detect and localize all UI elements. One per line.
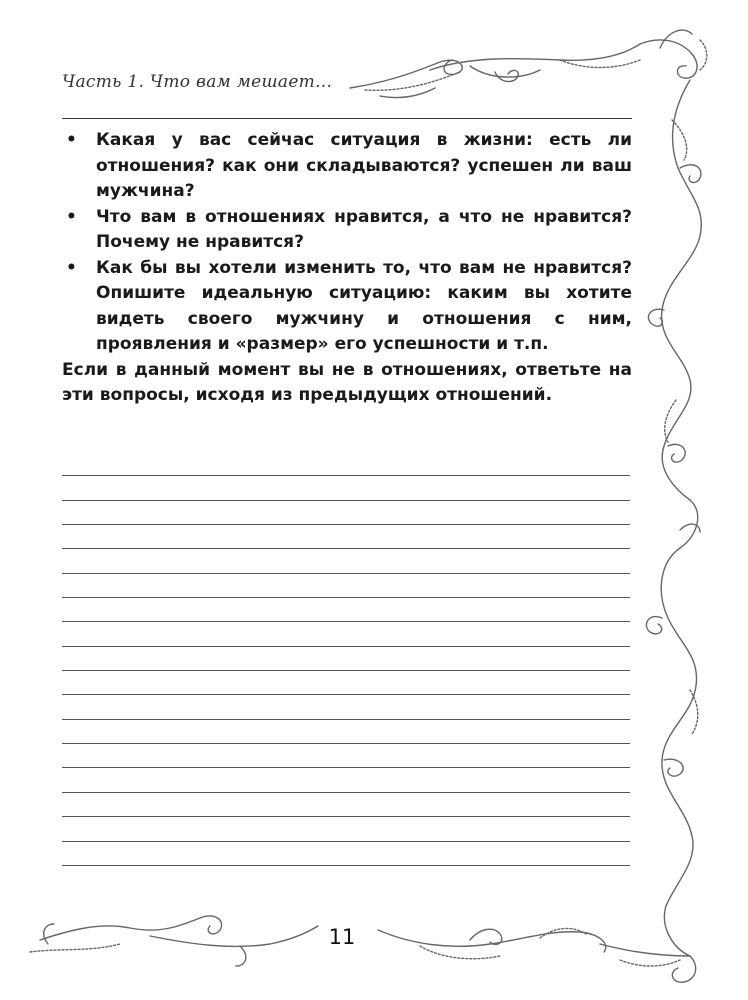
writing-line[interactable] [62, 671, 630, 695]
right-vine-ornament [646, 80, 701, 956]
writing-line[interactable] [62, 842, 630, 866]
writing-line[interactable] [62, 647, 630, 671]
writing-line[interactable] [62, 452, 630, 476]
list-item [62, 256, 632, 358]
bottom-flourish-left-ornament [30, 916, 318, 966]
writing-line[interactable] [62, 720, 630, 744]
writing-line[interactable] [62, 695, 630, 719]
list-item [62, 205, 632, 256]
body-text [62, 128, 632, 409]
writing-line[interactable] [62, 525, 630, 549]
header-rule [62, 118, 632, 119]
writing-line[interactable] [62, 622, 630, 646]
writing-line[interactable] [62, 549, 630, 573]
writing-line[interactable] [62, 817, 630, 841]
bottom-flourish-right-ornament [378, 928, 606, 958]
list-item [62, 128, 632, 205]
running-head: Часть 1. Что вам мешает... [62, 72, 333, 92]
bullet-icon: • [66, 206, 77, 227]
writing-line[interactable] [62, 793, 630, 817]
question-text: Как бы вы хотели изменить то, что вам не нравится? Опишите идеальную ситуацию: каким вы хотите видеть своего мужчину и отношения с ним, проявления и «размер» его успешности и т.п. [96, 257, 632, 354]
writing-line[interactable] [62, 574, 630, 598]
question-text: Какая у вас сейчас ситуация в жизни: есть ли отношения? как они складываются? успешен ли ваш мужчина? [96, 130, 632, 201]
closing-note: Если в данный момент вы не в отношениях, ответьте на эти вопросы, исходя из предыдущих отношений. [62, 359, 632, 405]
bullet-icon: • [66, 257, 77, 278]
writing-area[interactable] [62, 452, 630, 866]
writing-line[interactable] [62, 476, 630, 500]
writing-line[interactable] [62, 744, 630, 768]
writing-line[interactable] [62, 768, 630, 792]
writing-line[interactable] [62, 598, 630, 622]
page-number: 11 [328, 925, 356, 949]
corner-ornament-top-right [640, 30, 707, 78]
bullet-icon: • [66, 130, 77, 150]
writing-line[interactable] [62, 501, 630, 525]
question-text: Что вам в отношениях нравится, а что не нравится? Почему не нравится? [96, 206, 632, 252]
question-list [62, 128, 632, 358]
corner-ornament-bottom-right [600, 944, 696, 982]
top-flourish-ornament [350, 44, 640, 98]
